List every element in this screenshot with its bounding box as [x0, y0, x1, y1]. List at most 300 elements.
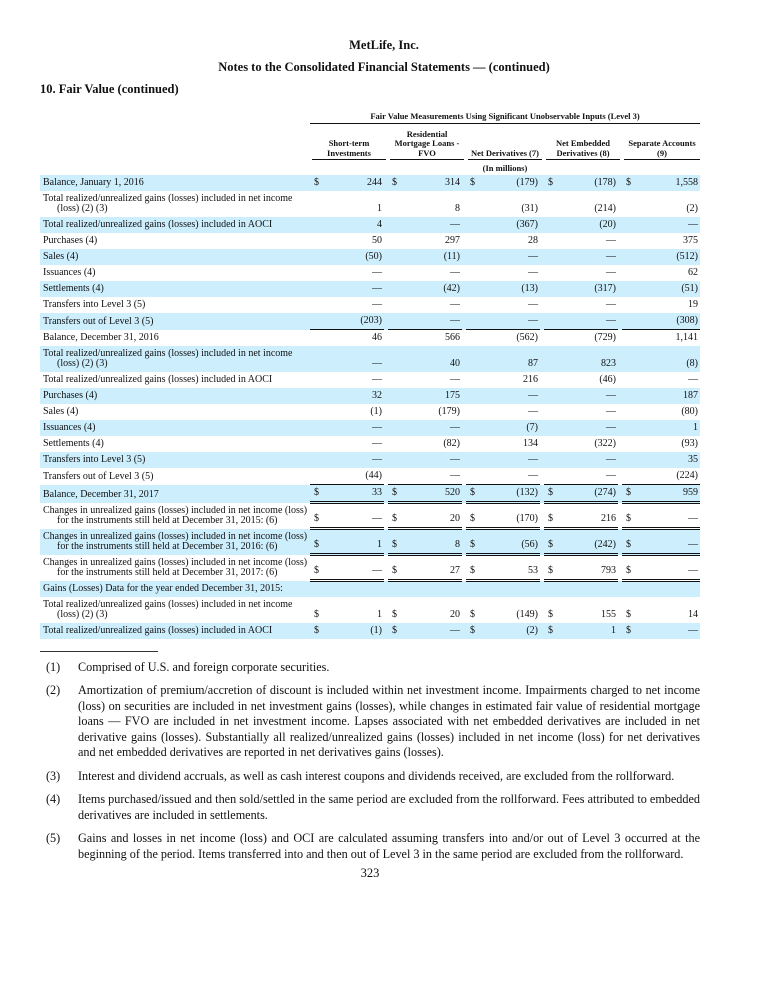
currency-symbol: [544, 281, 560, 297]
currency-symbol: [388, 468, 404, 485]
value-cell: 40: [404, 346, 462, 372]
currency-symbol: [388, 372, 404, 388]
value-cell: 793: [560, 555, 618, 581]
currency-symbol: [388, 581, 404, 597]
value-cell: —: [688, 374, 698, 385]
value-cell: —: [560, 313, 618, 330]
value-cell: (170): [482, 503, 540, 529]
value-cell: (132): [482, 485, 540, 503]
row-label: Changes in unrealized gains (losses) included in net income (loss) for the instruments still held at December 31, 2016: (6): [43, 530, 308, 552]
currency-symbol: [310, 388, 326, 404]
currency-symbol: [622, 191, 638, 217]
currency-symbol: [622, 468, 638, 485]
currency-symbol: $: [544, 555, 560, 581]
value-cell: (149): [516, 608, 538, 620]
value-cell: (82): [443, 438, 460, 449]
currency-symbol: [466, 313, 482, 330]
value-cell: (31): [521, 203, 538, 214]
currency-symbol: [388, 388, 404, 404]
table-row: [40, 217, 700, 233]
units-label: (In millions): [482, 163, 528, 173]
value-cell: —: [326, 420, 384, 436]
currency-symbol: [466, 468, 482, 485]
value-cell: 1,141: [675, 332, 698, 343]
value-cell: [560, 581, 618, 597]
value-cell: 4: [326, 217, 384, 233]
value-cell: 62: [688, 267, 698, 278]
table-row: [40, 281, 700, 297]
currency-symbol: [466, 249, 482, 265]
currency-symbol: [466, 388, 482, 404]
page-body: [40, 175, 700, 881]
notes-title: Notes to the Consolidated Financial Statements — (continued): [218, 60, 550, 74]
column-header: Separate Accounts (9): [624, 128, 700, 160]
currency-symbol: [622, 217, 638, 233]
value-cell: —: [638, 503, 700, 529]
currency-symbol: [622, 452, 638, 468]
currency-symbol: $: [622, 555, 638, 581]
value-cell: 823: [560, 346, 618, 372]
value-cell: —: [326, 346, 384, 372]
currency-symbol: [466, 346, 482, 372]
value-cell: —: [482, 249, 540, 265]
value-cell: 155: [601, 608, 616, 620]
value-cell: —: [638, 555, 700, 581]
footnote-text: Gains and losses in net income (loss) and OCI are calculated assuming transfers into and/or out of Level 3 occurred at the beginning of the period. Items transferred into and then out of Level 3 in the same period are excluded from the rollforward.: [78, 831, 700, 861]
currency-symbol: [310, 233, 326, 249]
row-label: Balance, December 31, 2017: [43, 488, 159, 500]
row-label: Sales (4): [43, 251, 79, 262]
footnote: [46, 792, 700, 823]
currency-symbol: $: [392, 608, 397, 620]
currency-symbol: [466, 191, 482, 217]
footnote-number: (3): [46, 768, 61, 783]
currency-symbol: [466, 265, 482, 281]
currency-symbol: $: [388, 529, 404, 555]
currency-symbol: $: [544, 503, 560, 529]
value-cell: 134: [523, 438, 538, 449]
currency-symbol: [466, 297, 482, 313]
currency-symbol: $: [310, 503, 326, 529]
currency-symbol: [310, 217, 326, 233]
row-label: Total realized/unrealized gains (losses) included in AOCI: [43, 624, 273, 636]
value-cell: —: [482, 313, 540, 330]
column-header: Net Embedded Derivatives (8): [546, 128, 620, 160]
currency-symbol: [388, 346, 404, 372]
table-row: [40, 372, 700, 388]
row-label: Total realized/unrealized gains (losses) included in net income (loss) (2) (3): [43, 598, 293, 620]
value-cell: 959: [638, 485, 700, 503]
value-cell: (7): [482, 420, 540, 436]
currency-symbol: $: [388, 175, 404, 191]
table-row: [40, 313, 700, 330]
value-cell: (8): [638, 346, 700, 372]
currency-symbol: [622, 281, 638, 297]
value-cell: —: [482, 388, 540, 404]
value-cell: 87: [482, 346, 540, 372]
value-cell: —: [606, 299, 616, 310]
value-cell: —: [560, 468, 618, 485]
currency-symbol: [544, 265, 560, 281]
value-cell: —: [606, 406, 616, 417]
table-row: [40, 623, 700, 639]
value-cell: —: [638, 623, 700, 639]
row-label: Transfers into Level 3 (5): [43, 454, 146, 465]
currency-symbol: [622, 372, 638, 388]
currency-symbol: [388, 404, 404, 420]
value-cell: 8: [404, 529, 462, 555]
value-cell: 1: [560, 623, 618, 639]
currency-symbol: [466, 581, 482, 597]
value-cell: 8: [455, 203, 460, 214]
value-cell: —: [638, 217, 700, 233]
currency-symbol: $: [622, 175, 638, 191]
currency-symbol: $: [470, 608, 475, 620]
value-cell: (42): [404, 281, 462, 297]
value-cell: —: [372, 438, 382, 449]
row-label: Purchases (4): [43, 390, 98, 401]
currency-symbol: [388, 420, 404, 436]
currency-symbol: [310, 404, 326, 420]
table-row: [40, 555, 700, 581]
currency-symbol: [544, 436, 560, 452]
currency-symbol: [622, 436, 638, 452]
currency-symbol: [622, 404, 638, 420]
row-label: Sales (4): [43, 406, 79, 417]
row-label: Transfers out of Level 3 (5): [43, 315, 154, 327]
currency-symbol: [544, 452, 560, 468]
value-cell: (46): [599, 374, 616, 385]
value-cell: (322): [594, 438, 616, 449]
currency-symbol: [388, 313, 404, 330]
value-cell: (50): [326, 249, 384, 265]
row-label: Balance, January 1, 2016: [43, 177, 144, 188]
value-cell: 297: [445, 235, 460, 246]
currency-symbol: $: [544, 485, 560, 503]
value-cell: 566: [445, 332, 460, 343]
currency-symbol: [388, 249, 404, 265]
currency-symbol: $: [466, 623, 482, 639]
footnote-text: Items purchased/issued and then sold/settled in the same period are excluded from the rollforward. Fees attributed to embedded derivatives are included in settlements.: [78, 792, 700, 822]
currency-symbol: [310, 420, 326, 436]
value-cell: —: [450, 299, 460, 310]
value-cell: 1: [377, 203, 382, 214]
value-cell: (729): [594, 332, 616, 343]
table-row: [40, 503, 700, 529]
value-cell: 19: [688, 299, 698, 310]
row-label: Total realized/unrealized gains (losses) included in AOCI: [43, 219, 273, 230]
table-row: [40, 265, 700, 281]
currency-symbol: [544, 404, 560, 420]
value-cell: (1): [326, 623, 384, 639]
footnote: [46, 660, 700, 676]
value-cell: —: [326, 503, 384, 529]
value-cell: —: [404, 623, 462, 639]
value-cell: —: [560, 388, 618, 404]
row-label: Purchases (4): [43, 235, 98, 246]
value-cell: 520: [404, 485, 462, 503]
table-row: [40, 191, 700, 217]
currency-symbol: $: [544, 623, 560, 639]
value-cell: (20): [560, 217, 618, 233]
currency-symbol: $: [622, 503, 638, 529]
value-cell: (317): [560, 281, 618, 297]
table-row: [40, 175, 700, 191]
table-row: [40, 297, 700, 313]
value-cell: —: [326, 452, 384, 468]
value-cell: 314: [404, 175, 462, 191]
value-cell: (224): [638, 468, 700, 485]
currency-symbol: [388, 233, 404, 249]
value-cell: 187: [638, 388, 700, 404]
value-cell: (242): [560, 529, 618, 555]
value-cell: —: [326, 281, 384, 297]
table-row: [40, 420, 700, 436]
currency-symbol: $: [466, 503, 482, 529]
value-cell: 27: [404, 555, 462, 581]
company-name: MetLife, Inc.: [349, 38, 419, 52]
row-label: Balance, December 31, 2016: [43, 332, 159, 343]
currency-symbol: [622, 249, 638, 265]
value-cell: 175: [404, 388, 462, 404]
currency-symbol: [310, 346, 326, 372]
currency-symbol: [466, 281, 482, 297]
currency-symbol: [544, 581, 560, 597]
footnote-number: (5): [46, 831, 61, 845]
value-cell: —: [606, 267, 616, 278]
value-cell: 1: [377, 608, 382, 620]
value-cell: —: [372, 299, 382, 310]
currency-symbol: [310, 468, 326, 485]
row-label: Total realized/unrealized gains (losses) included in net income (loss) (2) (3): [43, 193, 293, 214]
value-cell: —: [404, 420, 462, 436]
currency-symbol: [622, 420, 638, 436]
currency-symbol: [466, 330, 482, 347]
table-row: [40, 346, 700, 372]
page-number: 323: [360, 866, 380, 880]
currency-symbol: [310, 249, 326, 265]
value-cell: 53: [482, 555, 540, 581]
table-row: [40, 468, 700, 485]
row-label: Settlements (4): [43, 283, 104, 294]
value-cell: 216: [523, 374, 538, 385]
currency-symbol: [544, 249, 560, 265]
value-cell: —: [450, 374, 460, 385]
value-cell: (51): [638, 281, 700, 297]
currency-symbol: [310, 452, 326, 468]
currency-symbol: $: [626, 608, 631, 620]
value-cell: (2): [482, 623, 540, 639]
value-cell: (93): [681, 438, 698, 449]
value-cell: —: [404, 217, 462, 233]
table-row: [40, 529, 700, 555]
currency-symbol: [544, 468, 560, 485]
currency-symbol: [622, 388, 638, 404]
value-cell: (214): [594, 203, 616, 214]
value-cell: —: [560, 420, 618, 436]
currency-symbol: $: [622, 623, 638, 639]
value-cell: (11): [404, 249, 462, 265]
currency-symbol: [310, 281, 326, 297]
currency-symbol: [310, 581, 326, 597]
currency-symbol: $: [310, 485, 326, 503]
currency-symbol: [466, 404, 482, 420]
currency-symbol: [544, 191, 560, 217]
value-cell: —: [638, 529, 700, 555]
value-cell: [482, 581, 540, 597]
footnote-number: (1): [46, 659, 61, 674]
currency-symbol: $: [310, 529, 326, 555]
value-cell: —: [560, 452, 618, 468]
value-cell: [404, 581, 462, 597]
table-row: [40, 330, 700, 347]
value-cell: 20: [404, 503, 462, 529]
table-group-title: Fair Value Measurements Using Significant Unobservable Inputs (Level 3): [310, 111, 700, 124]
footnote: [46, 683, 700, 761]
currency-symbol: $: [466, 175, 482, 191]
currency-symbol: [388, 217, 404, 233]
level3-rollforward-table: [40, 175, 700, 639]
currency-symbol: [388, 452, 404, 468]
currency-symbol: [388, 265, 404, 281]
row-label: Issuances (4): [43, 422, 96, 433]
table-row: [40, 485, 700, 503]
footnote-number: (2): [46, 683, 61, 697]
value-cell: 216: [560, 503, 618, 529]
footnote-text: Amortization of premium/accretion of discount is included within net investment income. Impairments charged to net income (loss) on securities are included in net investment gains (losses), while changes in estimated fair value of residential mortgage loans — FVO are included in net investment income. Lapses associated with net embedded derivatives are included in net derivative gains (losses). Substantially all realized/unrealized gains (losses) included in net income (loss) for net derivatives and net embedded derivatives are reported in net derivatives gains (losses).: [78, 683, 700, 759]
value-cell: —: [404, 468, 462, 485]
value-cell: [638, 581, 700, 597]
footnote-text: Interest and dividend accruals, as well as cash interest coupons and dividends received, are excluded from the rollforward.: [78, 768, 675, 783]
row-label: Transfers out of Level 3 (5): [43, 470, 154, 482]
currency-symbol: [310, 330, 326, 347]
value-cell: 33: [326, 485, 384, 503]
table-row: [40, 436, 700, 452]
currency-symbol: $: [466, 529, 482, 555]
row-label: Changes in unrealized gains (losses) included in net income (loss) for the instruments still held at December 31, 2015: (6): [43, 504, 308, 526]
value-cell: (203): [326, 313, 384, 330]
table-row: [40, 233, 700, 249]
currency-symbol: [310, 436, 326, 452]
value-cell: 20: [450, 608, 460, 620]
currency-symbol: $: [310, 175, 326, 191]
footnote: [46, 831, 700, 862]
currency-symbol: [544, 388, 560, 404]
value-cell: 244: [326, 175, 384, 191]
table-row: [40, 597, 700, 623]
currency-symbol: [622, 581, 638, 597]
currency-symbol: $: [544, 175, 560, 191]
currency-symbol: [622, 313, 638, 330]
currency-symbol: [544, 217, 560, 233]
row-label: Total realized/unrealized gains (losses) included in AOCI: [43, 374, 273, 385]
currency-symbol: $: [388, 555, 404, 581]
currency-symbol: [466, 420, 482, 436]
currency-symbol: [544, 330, 560, 347]
currency-symbol: [310, 191, 326, 217]
currency-symbol: [544, 372, 560, 388]
currency-symbol: [622, 297, 638, 313]
footnote-divider: [40, 651, 158, 652]
currency-symbol: [310, 313, 326, 330]
currency-symbol: [466, 217, 482, 233]
currency-symbol: [310, 372, 326, 388]
value-cell: (179): [482, 175, 540, 191]
value-cell: (179): [438, 406, 460, 417]
value-cell: 1,558: [638, 175, 700, 191]
row-label: Settlements (4): [43, 438, 104, 449]
currency-symbol: [466, 452, 482, 468]
value-cell: (367): [482, 217, 540, 233]
value-cell: (80): [681, 406, 698, 417]
footnote-text: Comprised of U.S. and foreign corporate securities.: [78, 659, 330, 674]
footnote: [46, 769, 700, 785]
column-header: Residential Mortgage Loans - FVO: [390, 128, 464, 160]
currency-symbol: [544, 420, 560, 436]
value-cell: —: [326, 555, 384, 581]
row-label: Changes in unrealized gains (losses) included in net income (loss) for the instruments still held at December 31, 2017: (6): [43, 556, 308, 578]
value-cell: (2): [686, 203, 698, 214]
value-cell: —: [606, 235, 616, 246]
value-cell: —: [482, 452, 540, 468]
currency-symbol: [388, 330, 404, 347]
currency-symbol: $: [388, 485, 404, 503]
currency-symbol: [622, 346, 638, 372]
value-cell: —: [482, 468, 540, 485]
value-cell: 46: [372, 332, 382, 343]
row-label: Transfers into Level 3 (5): [43, 299, 146, 310]
currency-symbol: [622, 330, 638, 347]
table-row: [40, 452, 700, 468]
value-cell: —: [372, 374, 382, 385]
value-cell: (308): [638, 313, 700, 330]
row-label: Issuances (4): [43, 267, 96, 278]
value-cell: (13): [482, 281, 540, 297]
currency-symbol: [310, 265, 326, 281]
currency-symbol: [622, 265, 638, 281]
value-cell: (1): [370, 406, 382, 417]
value-cell: —: [404, 313, 462, 330]
currency-symbol: [310, 297, 326, 313]
currency-symbol: $: [310, 623, 326, 639]
value-cell: 28: [528, 235, 538, 246]
currency-symbol: [466, 436, 482, 452]
currency-symbol: [544, 346, 560, 372]
value-cell: (562): [516, 332, 538, 343]
currency-symbol: $: [466, 555, 482, 581]
footnote-number: (4): [46, 792, 61, 806]
value-cell: —: [528, 267, 538, 278]
value-cell: —: [450, 267, 460, 278]
section-heading: 10. Fair Value (continued): [40, 82, 179, 96]
currency-symbol: $: [310, 555, 326, 581]
value-cell: 14: [688, 608, 698, 620]
value-cell: (274): [560, 485, 618, 503]
value-cell: —: [528, 406, 538, 417]
column-header: Short-term Investments: [312, 128, 386, 160]
currency-symbol: $: [466, 485, 482, 503]
row-label: Total realized/unrealized gains (losses) included in net income (loss) (2) (3): [43, 348, 293, 369]
column-header: Net Derivatives (7): [468, 128, 542, 160]
currency-symbol: [544, 297, 560, 313]
currency-symbol: $: [548, 608, 553, 620]
currency-symbol: $: [388, 623, 404, 639]
value-cell: 50: [372, 235, 382, 246]
currency-symbol: $: [544, 529, 560, 555]
currency-symbol: [388, 281, 404, 297]
currency-symbol: $: [388, 503, 404, 529]
currency-symbol: [466, 372, 482, 388]
